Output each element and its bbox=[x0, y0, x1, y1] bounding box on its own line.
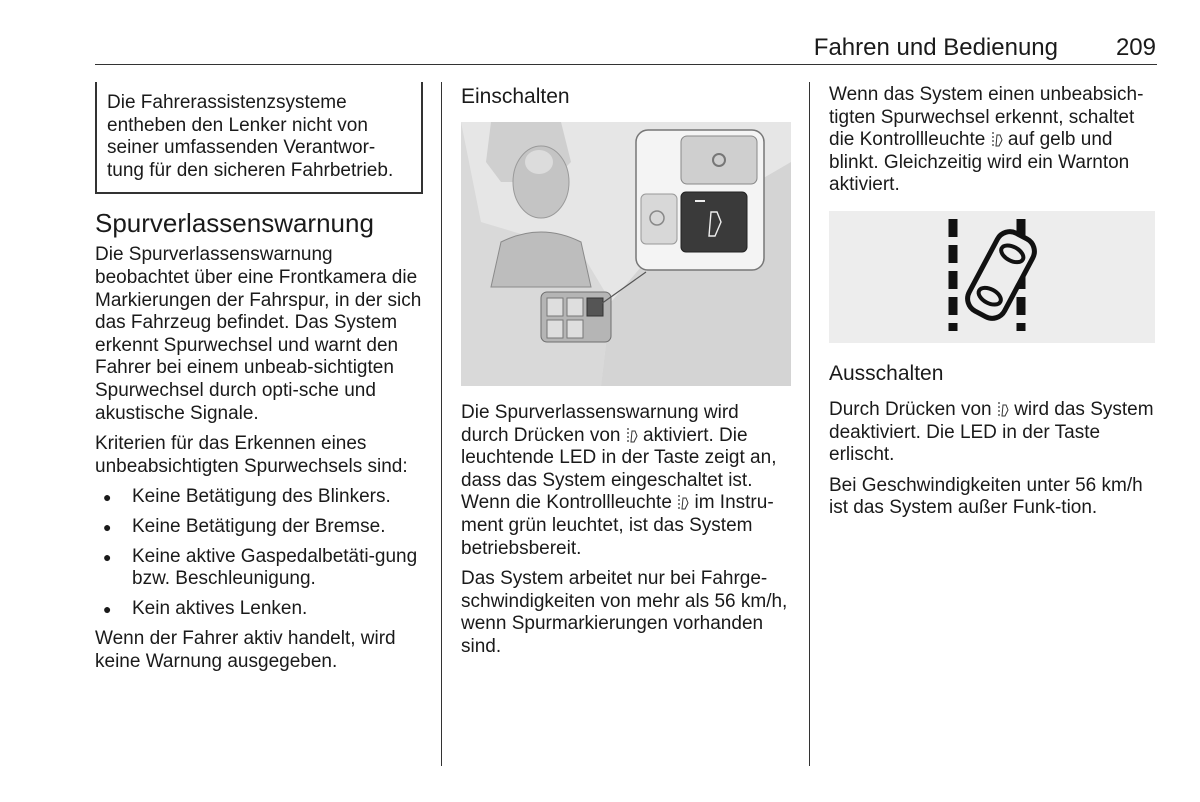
paragraph bbox=[461, 402, 791, 560]
lane-departure-icon bbox=[997, 401, 1009, 417]
subheading-einschalten: Einschalten bbox=[461, 85, 570, 108]
list-item: ● Keine Betätigung des Blinkers. bbox=[95, 486, 423, 509]
text-run: aktiviert. Die leuchtende LED in der Taste zeigt an, dass das System eingeschaltet ist. Wenn die Kontrollleuchte bbox=[461, 424, 777, 514]
text-run: wird das System deaktiviert. Die LED in der Taste erlischt. bbox=[829, 398, 1154, 466]
lane-departure-icon bbox=[991, 131, 1003, 147]
paragraph bbox=[829, 399, 1159, 467]
console-button-figure bbox=[461, 122, 791, 386]
text-run: im Instru-ment grün leuchtet, ist das System betriebsbereit. bbox=[461, 492, 774, 559]
text-run: Die Spurverlassenswarnung wird durch Drücken von bbox=[461, 402, 739, 446]
lane-departure-warning-icon bbox=[829, 211, 1155, 343]
column-2 bbox=[461, 84, 791, 667]
paragraph: Bei Geschwindigkeiten unter 56 km/h ist das System außer Funk-tion. bbox=[829, 474, 1143, 519]
paragraph: Die Spurverlassenswarnung beobachtet über eine Frontkamera die Markierungen der Fahrspur, in der sich das Fahrzeug befindet. Das System erkennt Spurwechsel und warnt den Fahrer bei einem unbeab-sichtigten Spurwechsel durch opti-sche und akustische Signale. bbox=[95, 244, 422, 424]
text-run: Wenn das System einen unbeabsich-tigten Spurwechsel erkennt, schaltet die Kontrollleuchte bbox=[829, 84, 1144, 151]
warning-note-text: Die Fahrerassistenzsysteme entheben den Lenker nicht von seiner umfassenden Verantwor-tung für den sicheren Fahrbetrieb. bbox=[107, 92, 394, 181]
paragraph bbox=[829, 84, 1159, 197]
criteria-list bbox=[95, 486, 423, 620]
section-heading: Spurverlassenswarnung bbox=[95, 208, 374, 239]
text-run: auf gelb und blinkt. Gleichzeitig wird ein Warnton aktiviert. bbox=[829, 129, 1130, 196]
subheading-ausschalten: Ausschalten bbox=[829, 361, 944, 385]
warning-note bbox=[95, 82, 423, 194]
page-number: 209 bbox=[1115, 34, 1156, 61]
paragraph: Das System arbeitet nur bei Fahrge-schwindigkeiten von mehr als 56 km/h, wenn Spurmarkierungen vorhanden sind. bbox=[461, 568, 788, 657]
list-item: ● Kein aktives Lenken. bbox=[95, 598, 423, 621]
column-1 bbox=[95, 82, 423, 681]
list-item: ● Keine Betätigung der Bremse. bbox=[95, 516, 423, 539]
warning-light-figure bbox=[829, 211, 1155, 343]
column-3 bbox=[829, 84, 1159, 528]
column-divider-2 bbox=[809, 82, 810, 766]
text-run: Durch Drücken von bbox=[829, 398, 992, 420]
paragraph: Wenn der Fahrer aktiv handelt, wird keine Warnung ausgegeben. bbox=[95, 628, 396, 672]
list-item: ● Keine aktive Gaspedalbetäti-gung bzw. Beschleunigung. bbox=[95, 546, 423, 591]
gear-console-illustration bbox=[461, 122, 791, 386]
section-title: Fahren und Bedienung bbox=[813, 34, 1058, 61]
header-rule bbox=[95, 64, 1157, 65]
lane-departure-icon bbox=[626, 427, 638, 443]
paragraph: Kriterien für das Erkennen eines unbeabsichtigten Spurwechsels sind: bbox=[95, 433, 408, 477]
lane-departure-icon bbox=[677, 494, 689, 510]
column-divider-1 bbox=[441, 82, 442, 766]
